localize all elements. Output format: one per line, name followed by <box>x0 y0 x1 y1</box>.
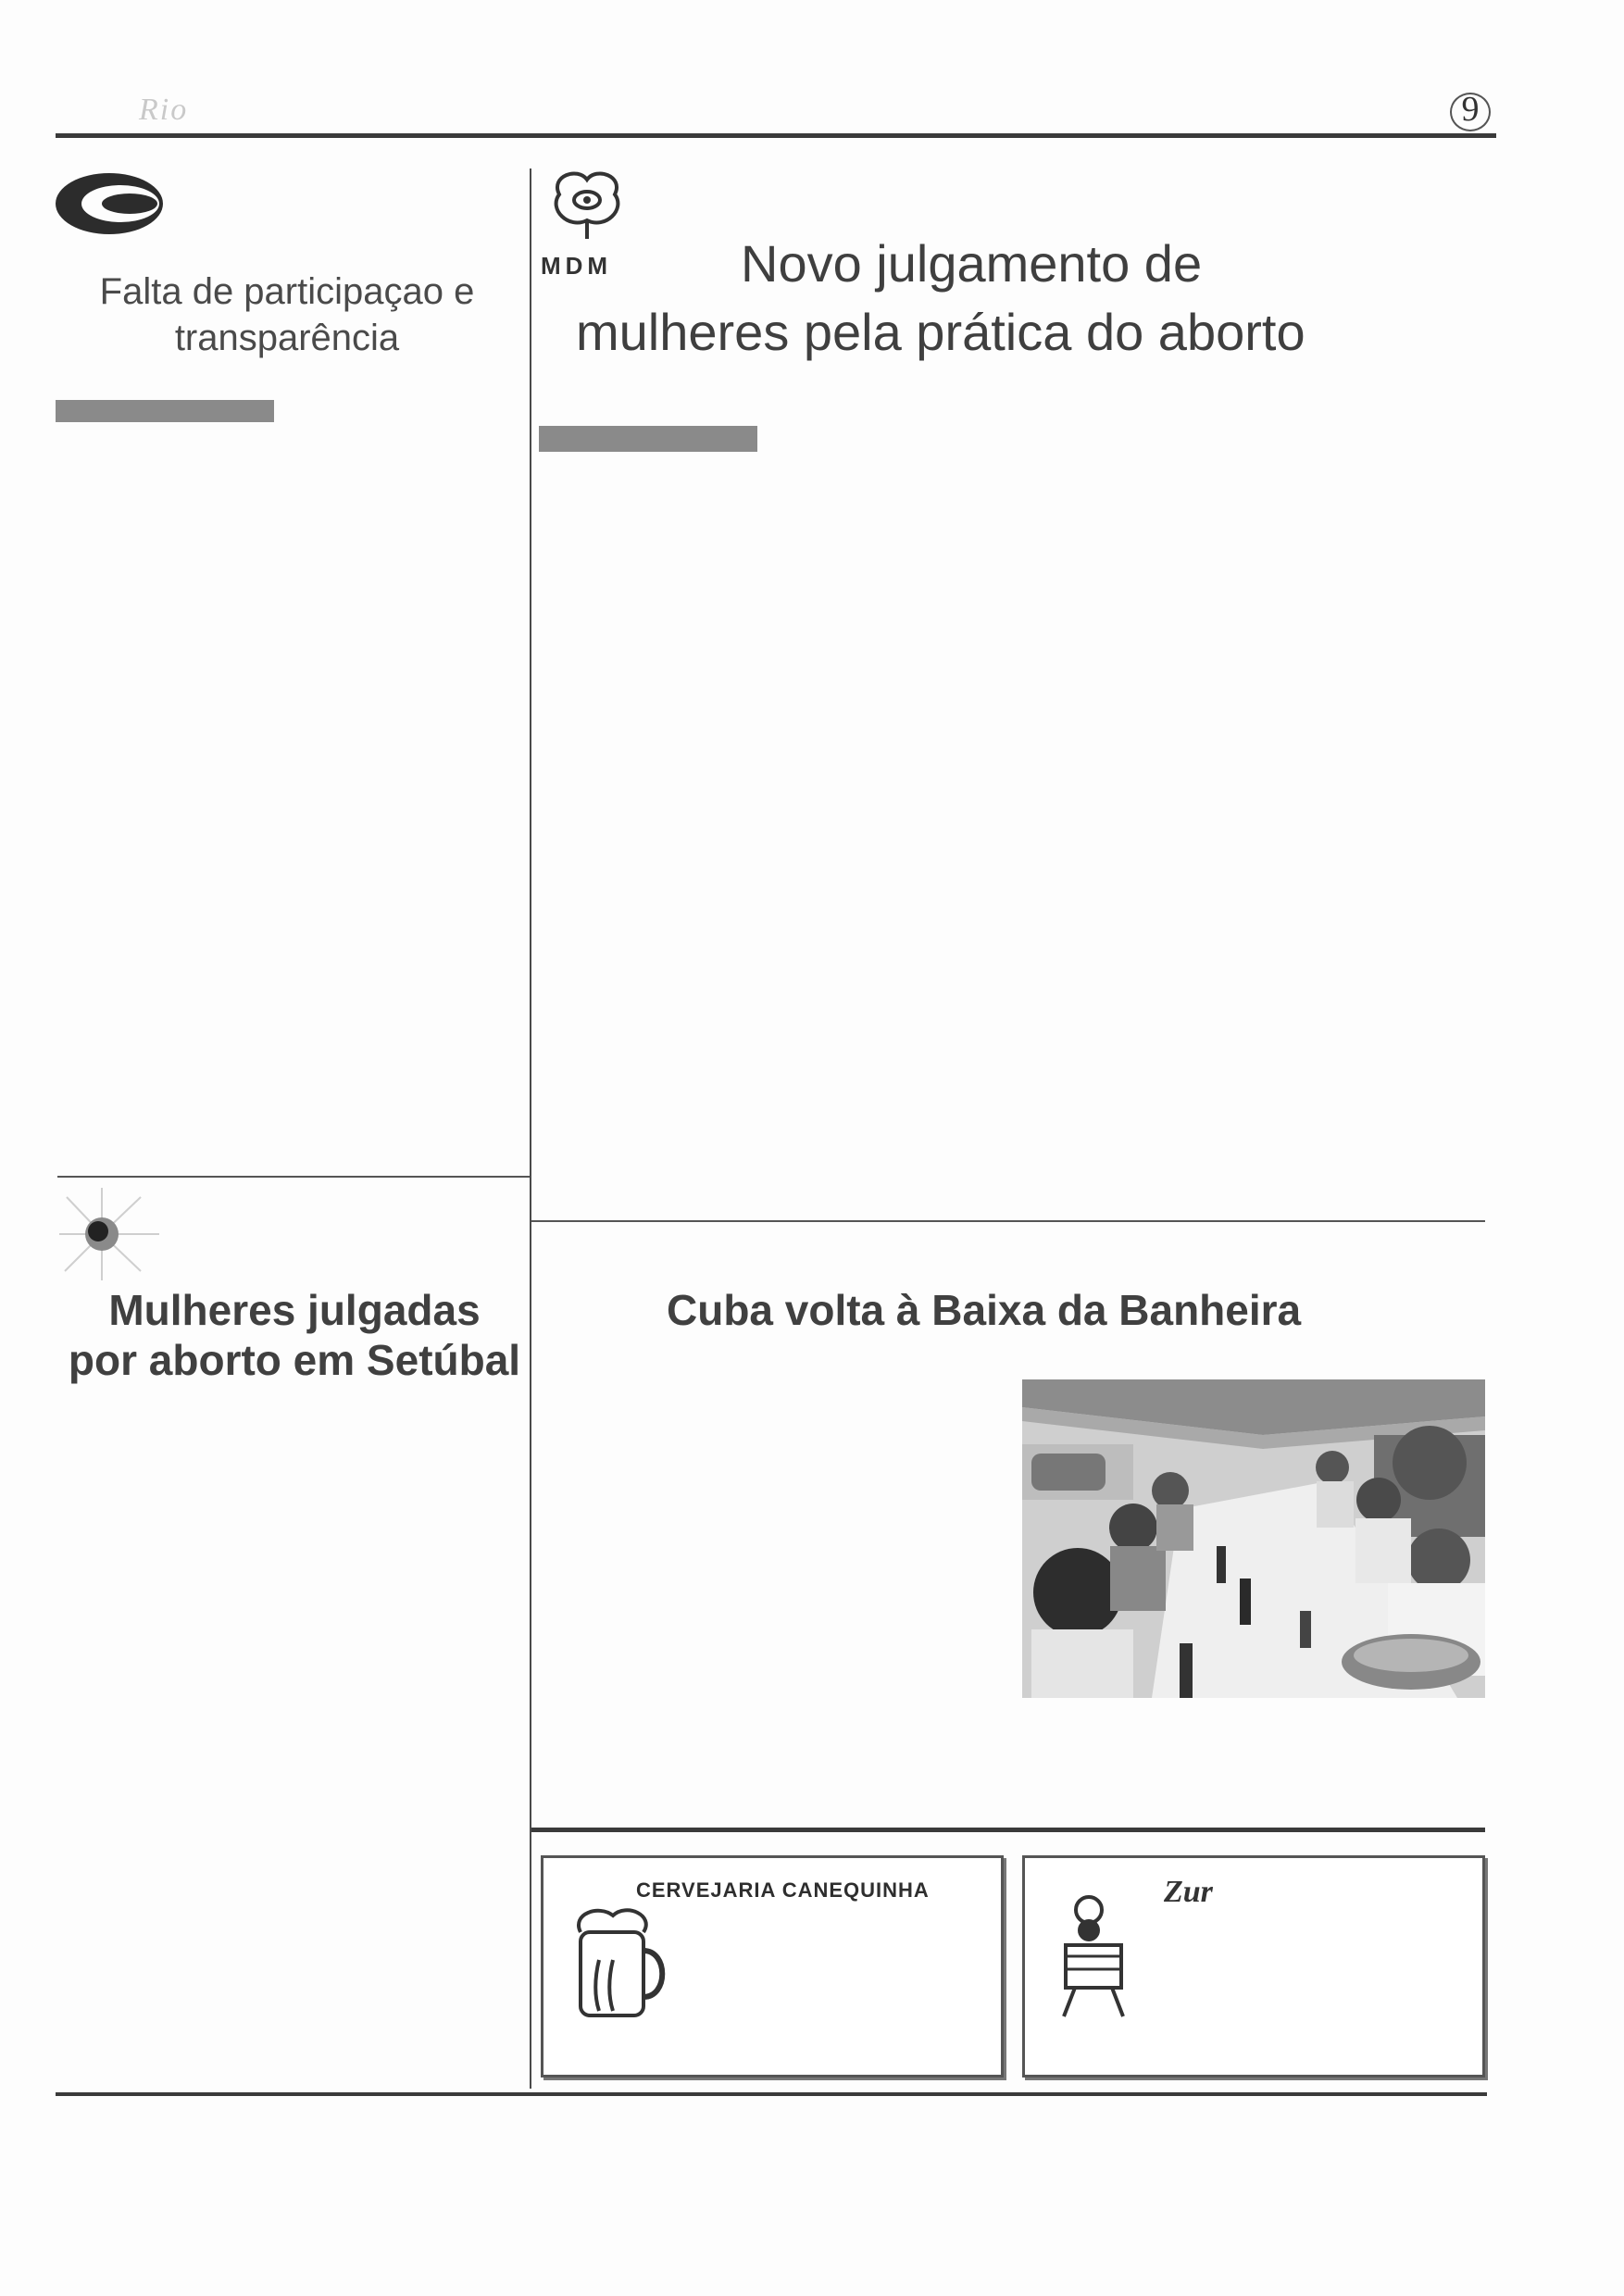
left-top-headline <box>56 268 518 361</box>
left-section-rule <box>57 1176 530 1178</box>
ads-top-rule <box>531 1828 1485 1832</box>
section-tag: Rio <box>139 93 189 127</box>
main-top-byline-bar <box>539 426 757 452</box>
sunflower-icon <box>57 1183 169 1285</box>
header-rule <box>56 133 1496 138</box>
main-top-headline-line2: mulheres pela prática do aborto <box>576 303 1305 361</box>
left-bottom-headline-line1: Mulheres julgadas <box>108 1286 481 1334</box>
ad-zur <box>1022 1855 1485 2078</box>
main-bottom-headline: Cuba volta à Baixa da Banheira <box>667 1286 1302 1334</box>
mdm-logo-text: MDM <box>541 252 613 280</box>
ad-zur-title: Zur <box>1164 1875 1213 1909</box>
left-top-headline-line2: transparência <box>174 318 400 358</box>
main-section-rule <box>531 1220 1485 1222</box>
beer-mug-icon <box>562 1895 673 2034</box>
article-photo <box>1022 1379 1485 1698</box>
column-divider <box>530 168 531 2089</box>
party-logo-icon <box>54 171 170 236</box>
footer-rule <box>56 2092 1487 2096</box>
page-number: 9 <box>1461 90 1480 129</box>
left-top-byline-bar <box>56 400 274 422</box>
left-bottom-headline-line2: por aborto em Setúbal <box>68 1336 521 1384</box>
mdm-logo-icon <box>541 167 633 241</box>
ad-cervejaria <box>541 1855 1004 2078</box>
left-bottom-headline <box>57 1285 531 1385</box>
chef-basket-icon <box>1047 1891 1140 2021</box>
ad-cervejaria-title: CERVEJARIA CANEQUINHA <box>636 1878 930 1902</box>
left-top-headline-line1: Falta de participaçao e <box>99 271 475 312</box>
main-top-headline-line1: Novo julgamento de <box>741 234 1203 293</box>
